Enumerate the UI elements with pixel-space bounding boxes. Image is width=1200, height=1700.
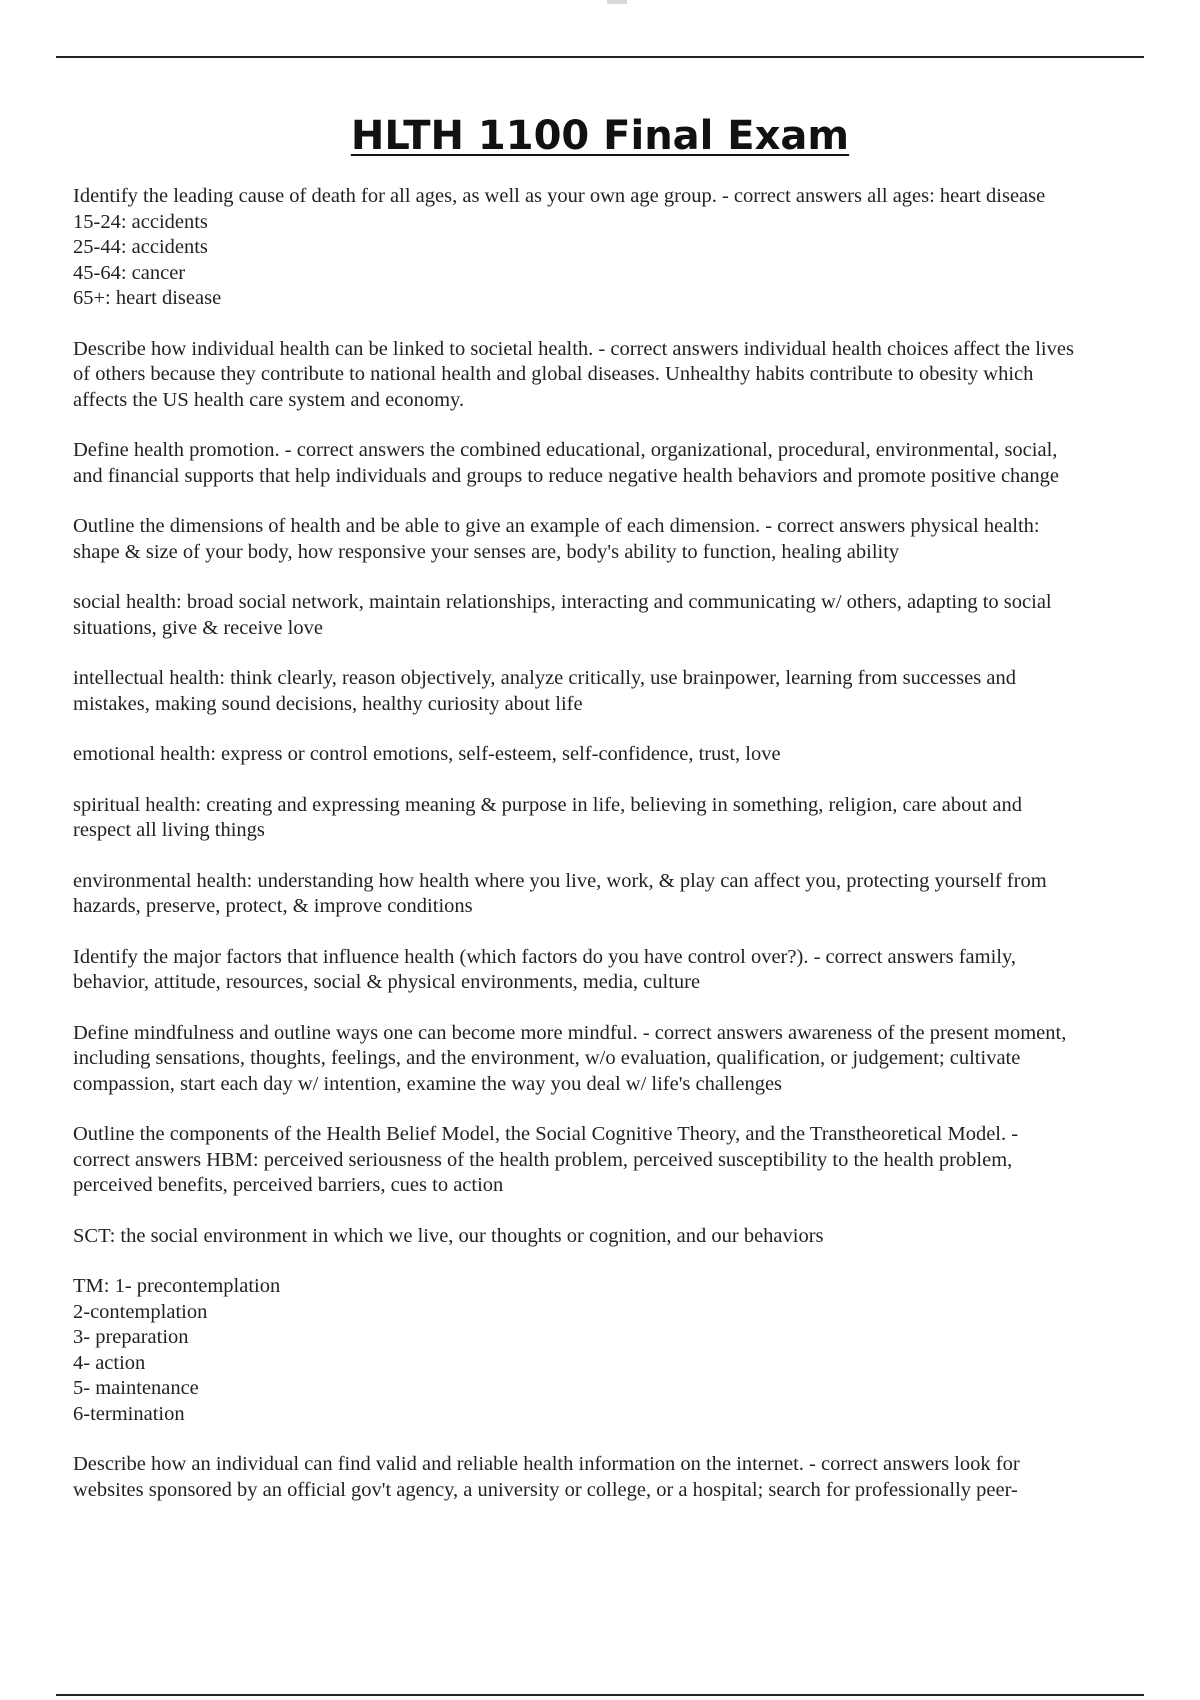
paragraph-line: spiritual health: creating and expressing meaning & purpose in life, believing in something, religion, care about and bbox=[73, 793, 1023, 816]
paragraph-line: correct answers HBM: perceived seriousness of the health problem, perceived susceptibility to the health problem, bbox=[73, 1148, 1013, 1171]
paragraph-line: Outline the dimensions of health and be able to give an example of each dimension. - correct answers physical health: bbox=[73, 515, 1040, 537]
paragraph-line: SCT: the social environment in which we live, our thoughts or cognition, and our behaviors bbox=[73, 1224, 824, 1247]
paragraph-line: and financial supports that help individuals and groups to reduce negative health behaviors and promote positive change bbox=[73, 464, 1060, 487]
qa-paragraph bbox=[73, 590, 1163, 641]
qa-paragraph bbox=[73, 1452, 1163, 1503]
paragraph-line: 15-24: accidents bbox=[73, 210, 208, 233]
qa-paragraph bbox=[73, 1274, 1163, 1427]
qa-paragraph bbox=[73, 869, 1163, 920]
paragraph-line: 25-44: accidents bbox=[73, 236, 208, 258]
paragraph-line: 45-64: cancer bbox=[73, 261, 186, 284]
paragraph-line: Outline the components of the Health Belief Model, the Social Cognitive Theory, and the Transtheoretical Model. - bbox=[73, 1123, 1019, 1145]
paragraph-line: TM: 1- precontemplation bbox=[73, 1275, 281, 1297]
paragraph-line: hazards, preserve, protect, & improve conditions bbox=[73, 895, 473, 917]
paragraph-line: websites sponsored by an official gov't agency, a university or college, or a hospital; search for professionally peer- bbox=[73, 1478, 1018, 1501]
paragraph-line: Describe how individual health can be linked to societal health. - correct answers individual health choices affect the lives bbox=[73, 337, 1074, 360]
paragraph-line: compassion, start each day w/ intention, examine the way you deal w/ life's challenges bbox=[73, 1072, 783, 1095]
document-body bbox=[73, 184, 1163, 1528]
paragraph-line: affects the US health care system and economy. bbox=[73, 388, 465, 411]
qa-paragraph bbox=[73, 514, 1163, 565]
paragraph-line: emotional health: express or control emotions, self-esteem, self-confidence, trust, love bbox=[73, 743, 781, 765]
paragraph-line: behavior, attitude, resources, social & physical environments, media, culture bbox=[73, 971, 701, 993]
paragraph-line: intellectual health: think clearly, reason objectively, analyze critically, use brainpower, learning from successes and bbox=[73, 667, 1016, 689]
paragraph-line: of others because they contribute to national health and global diseases. Unhealthy habits contribute to obesity which bbox=[73, 363, 1034, 385]
paragraph-line: 3- preparation bbox=[73, 1326, 189, 1348]
paragraph-line: including sensations, thoughts, feelings, and the environment, w/o evaluation, qualification, or judgement; cultivate bbox=[73, 1047, 1021, 1069]
paragraph-line: Define mindfulness and outline ways one can become more mindful. - correct answers awareness of the present moment, bbox=[73, 1021, 1067, 1044]
qa-paragraph bbox=[73, 337, 1163, 414]
paragraph-line: situations, give & receive love bbox=[73, 616, 323, 639]
qa-paragraph bbox=[73, 742, 1163, 768]
paragraph-line: 5- maintenance bbox=[73, 1377, 199, 1399]
paragraph-line: shape & size of your body, how responsive your senses are, body's ability to function, healing ability bbox=[73, 540, 900, 563]
paragraph-line: 65+: heart disease bbox=[73, 287, 222, 309]
qa-paragraph bbox=[73, 184, 1163, 312]
paragraph-line: Identify the major factors that influence health (which factors do you have control over?). - correct answers family, bbox=[73, 945, 1016, 968]
header-rule bbox=[56, 56, 1144, 58]
paragraph-line: respect all living things bbox=[73, 819, 265, 841]
qa-paragraph bbox=[73, 793, 1163, 844]
page-top-marker bbox=[607, 0, 627, 4]
paragraph-line: environmental health: understanding how health where you live, work, & play can affect you, protecting yourself from bbox=[73, 869, 1047, 892]
qa-paragraph bbox=[73, 438, 1163, 489]
paragraph-line: perceived benefits, perceived barriers, cues to action bbox=[73, 1174, 504, 1196]
footer-rule bbox=[56, 1694, 1144, 1696]
qa-paragraph bbox=[73, 1021, 1163, 1098]
paragraph-line: social health: broad social network, maintain relationships, interacting and communicating w/ others, adapting to social bbox=[73, 591, 1052, 613]
paragraph-line: 4- action bbox=[73, 1351, 146, 1374]
paragraph-line: 2-contemplation bbox=[73, 1300, 208, 1323]
qa-paragraph bbox=[73, 1224, 1163, 1250]
paragraph-line: 6-termination bbox=[73, 1402, 185, 1425]
qa-paragraph bbox=[73, 945, 1163, 996]
paragraph-line: mistakes, making sound decisions, healthy curiosity about life bbox=[73, 692, 583, 715]
document-title: HLTH 1100 Final Exam bbox=[350, 112, 850, 159]
paragraph-line: Identify the leading cause of death for all ages, as well as your own age group. - correct answers all ages: heart disease bbox=[73, 185, 1046, 207]
qa-paragraph bbox=[73, 666, 1163, 717]
paragraph-line: Define health promotion. - correct answers the combined educational, organizational, procedural, environmental, social, bbox=[73, 439, 1058, 461]
paragraph-line: Describe how an individual can find valid and reliable health information on the internet. - correct answers look for bbox=[73, 1453, 1020, 1475]
qa-paragraph bbox=[73, 1122, 1163, 1199]
